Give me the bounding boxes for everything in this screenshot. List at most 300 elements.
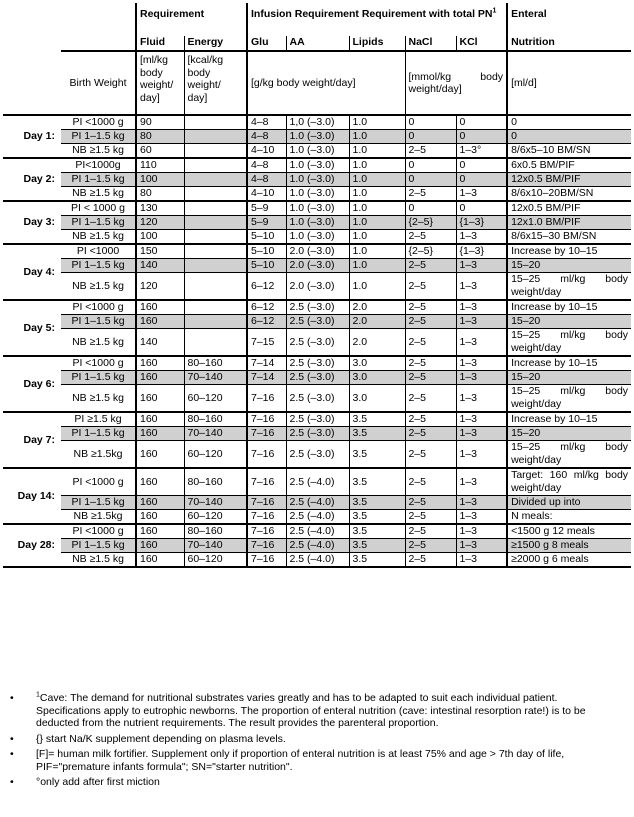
fluid-cell: 130 (136, 201, 184, 216)
energy-cell (184, 300, 247, 315)
nacl-cell: 0 (405, 115, 456, 130)
enteral-unit: [ml/d] (507, 51, 631, 115)
lipids-cell: 3.0 (349, 371, 405, 385)
fluid-cell: 120 (136, 273, 184, 301)
birth-weight-cell: PI 1–1.5 kg (61, 427, 136, 441)
footnote-item (0, 692, 596, 730)
infusion-header: Infusion Requirement Requirement with total $PN^1$ (247, 3, 507, 36)
enteral-nutrition-cell: 8/6x5–10 BM/SN (507, 144, 631, 159)
lipids-cell: 2.0 (349, 315, 405, 329)
birth-weight-cell: NB ≥1.5kg (61, 510, 136, 525)
aa-cell: 2.5 (–3.0) (286, 315, 349, 329)
glu-cell: 7–15 (247, 329, 286, 357)
enteral-nutrition-cell: Increase by 10–15 (507, 244, 631, 259)
kcl-cell: 0 (456, 115, 507, 130)
enteral-nutrition-cell: 15–20 (507, 259, 631, 273)
lipids-cell: 3.5 (349, 496, 405, 510)
birth-weight-cell: PI <1000 g (61, 356, 136, 371)
nacl-cell: 2–5 (405, 510, 456, 525)
table-row (3, 371, 631, 385)
nacl-cell: 0 (405, 158, 456, 173)
table-row (3, 244, 631, 259)
kcl-cell: 0 (456, 158, 507, 173)
table-row (3, 144, 631, 159)
nacl-cell: 2–5 (405, 539, 456, 553)
table-row (3, 524, 631, 539)
requirement-header: Requirement (136, 3, 247, 36)
kcl-cell: 1–3 (456, 187, 507, 202)
energy-cell: 80–160 (184, 412, 247, 427)
footnotes (0, 692, 634, 792)
table-row (3, 259, 631, 273)
enteral-nutrition-cell: 15–25 ml/kg body weight/day (507, 273, 631, 301)
table-row (3, 115, 631, 130)
nacl-cell: 2–5 (405, 273, 456, 301)
table-row (3, 427, 631, 441)
enteral-nutrition-cell: 0 (507, 115, 631, 130)
glu-cell: 5–9 (247, 201, 286, 216)
lipids-cell: 1.0 (349, 115, 405, 130)
kcl-cell: 1–3 (456, 385, 507, 413)
infusion-unit: [g/kg body weight/day] (247, 51, 405, 115)
enteral-nutrition-cell: Increase by 10–15 (507, 300, 631, 315)
lipids-cell: 1.0 (349, 173, 405, 187)
lipids-cell: 3.5 (349, 468, 405, 496)
glu-cell: 7–14 (247, 356, 286, 371)
kcl-cell: 1–3 (456, 510, 507, 525)
birth-weight-cell: PI < 1000 g (61, 201, 136, 216)
energy-cell (184, 216, 247, 230)
kcl-cell: 1–3 (456, 356, 507, 371)
fluid-cell: 160 (136, 356, 184, 371)
fluid-cell: 90 (136, 115, 184, 130)
footnote-item (0, 776, 596, 789)
nacl-cell: 0 (405, 173, 456, 187)
enteral-nutrition-cell: 12x1.0 BM/PIF (507, 216, 631, 230)
footnote-item (0, 733, 596, 746)
nacl-cell: 2–5 (405, 300, 456, 315)
energy-cell (184, 115, 247, 130)
enteral-nutrition-cell: <1500 g 12 meals (507, 524, 631, 539)
energy-cell: 80–160 (184, 356, 247, 371)
glu-cell: 7–16 (247, 385, 286, 413)
enteral-nutrition-cell: 15–25 ml/kg body weight/day (507, 329, 631, 357)
energy-cell: 60–120 (184, 553, 247, 568)
day-label: Day 28: (3, 524, 61, 567)
lipids-cell: 1.0 (349, 259, 405, 273)
birth-weight-cell: NB ≥1.5 kg (61, 553, 136, 568)
day-label: Day 1: (3, 115, 61, 158)
fluid-cell: 120 (136, 216, 184, 230)
nacl-cell: 2–5 (405, 187, 456, 202)
birth-weight-cell: PI <1000 g (61, 468, 136, 496)
footnote-text: {} start Na/K supplement depending on plasma levels. (36, 732, 286, 745)
kcl-cell: 0 (456, 130, 507, 144)
lipids-cell: 1.0 (349, 230, 405, 245)
aa-cell: 2.5 (–3.0) (286, 356, 349, 371)
lipids-cell: 1.0 (349, 244, 405, 259)
energy-cell (184, 187, 247, 202)
energy-cell: 70–140 (184, 496, 247, 510)
table-row (3, 201, 631, 216)
kcl-cell: 0 (456, 173, 507, 187)
energy-cell (184, 201, 247, 216)
glu-cell: 5–10 (247, 259, 286, 273)
birth-weight-cell: NB ≥1.5kg (61, 441, 136, 469)
nacl-cell: 2–5 (405, 230, 456, 245)
lipids-cell: 3.5 (349, 539, 405, 553)
nacl-cell: {2–5} (405, 216, 456, 230)
table-row (3, 441, 631, 469)
nacl-cell: 2–5 (405, 524, 456, 539)
kcl-cell: 1–3 (456, 496, 507, 510)
aa-cell: 1,0 (–3.0) (286, 115, 349, 130)
nacl-cell: 2–5 (405, 441, 456, 469)
nacl-cell: 2–5 (405, 468, 456, 496)
table-row (3, 230, 631, 245)
nacl-header: NaCl (405, 36, 456, 51)
nutrition-requirements-table (3, 3, 631, 568)
aa-cell: 2.5 (–4.0) (286, 468, 349, 496)
glu-cell: 6–12 (247, 315, 286, 329)
kcl-cell: 1–3 (456, 230, 507, 245)
enteral-nutrition-cell: ≥1500 g 8 meals (507, 539, 631, 553)
birth-weight-cell: PI 1–1.5 kg (61, 315, 136, 329)
birth-weight-cell: PI 1–1.5 kg (61, 371, 136, 385)
fluid-cell: 160 (136, 427, 184, 441)
birth-weight-cell: NB ≥1.5 kg (61, 144, 136, 159)
fluid-unit: [ml/kg body weight/ day] (136, 51, 184, 115)
energy-cell: 60–120 (184, 510, 247, 525)
table-row (3, 510, 631, 525)
lipids-cell: 1.0 (349, 144, 405, 159)
day-label: Day 4: (3, 244, 61, 300)
energy-cell (184, 144, 247, 159)
table-row (3, 553, 631, 568)
table-row (3, 273, 631, 301)
enteral-header: Enteral (507, 3, 631, 36)
enteral-nutrition-cell: ≥2000 g 6 meals (507, 553, 631, 568)
energy-unit: [kcal/kg body weight/ day] (184, 51, 247, 115)
energy-cell (184, 173, 247, 187)
kcl-cell: 1–3 (456, 371, 507, 385)
glu-cell: 7–14 (247, 371, 286, 385)
glu-cell: 7–16 (247, 412, 286, 427)
nacl-cell: {2–5} (405, 244, 456, 259)
enteral-nutrition-cell: 6x0.5 BM/PIF (507, 158, 631, 173)
kcl-header: KCl (456, 36, 507, 51)
nacl-cell: 2–5 (405, 315, 456, 329)
energy-cell: 70–140 (184, 539, 247, 553)
kcl-cell: 1–3 (456, 441, 507, 469)
nacl-cell: 2–5 (405, 553, 456, 568)
glu-cell: 5–10 (247, 230, 286, 245)
fluid-cell: 80 (136, 187, 184, 202)
glu-cell: 7–16 (247, 496, 286, 510)
aa-cell: 1.0 (–3.0) (286, 216, 349, 230)
aa-cell: 2.5 (–4.0) (286, 553, 349, 568)
glu-cell: 4–8 (247, 158, 286, 173)
nacl-cell: 2–5 (405, 496, 456, 510)
aa-cell: 1.0 (–3.0) (286, 230, 349, 245)
table-row (3, 315, 631, 329)
day-label: Day 14: (3, 468, 61, 524)
lipids-cell: 3.5 (349, 427, 405, 441)
kcl-cell: 1–3 (456, 412, 507, 427)
glu-cell: 7–16 (247, 441, 286, 469)
table-row (3, 468, 631, 496)
birth-weight-cell: NB ≥1.5 kg (61, 329, 136, 357)
nutrition-header: Nutrition (507, 36, 631, 51)
fluid-cell: 140 (136, 259, 184, 273)
nacl-cell: 0 (405, 130, 456, 144)
aa-cell: 1.0 (–3.0) (286, 130, 349, 144)
nacl-cell: 0 (405, 201, 456, 216)
birth-weight-header: Birth Weight (61, 51, 136, 115)
enteral-nutrition-cell: 0 (507, 130, 631, 144)
fluid-cell: 160 (136, 371, 184, 385)
glu-cell: 7–16 (247, 539, 286, 553)
nacl-cell: 2–5 (405, 371, 456, 385)
table-row (3, 300, 631, 315)
enteral-nutrition-cell: 8/6x15–30 BM/SN (507, 230, 631, 245)
glu-cell: 4–10 (247, 187, 286, 202)
lipids-cell: 1.0 (349, 187, 405, 202)
fluid-cell: 160 (136, 510, 184, 525)
aa-cell: 2.5 (–3.0) (286, 412, 349, 427)
kcl-cell: 1–3 (456, 300, 507, 315)
aa-cell: 2.0 (–3.0) (286, 244, 349, 259)
kcl-cell: {1–3} (456, 244, 507, 259)
day-label: Day 5: (3, 300, 61, 356)
lipids-cell: 3.5 (349, 524, 405, 539)
table-row (3, 173, 631, 187)
enteral-nutrition-cell: Increase by 10–15 (507, 412, 631, 427)
lipids-cell: 3.5 (349, 412, 405, 427)
footnote-item (0, 748, 596, 773)
lipids-cell: 1.0 (349, 216, 405, 230)
table-row (3, 216, 631, 230)
enteral-nutrition-cell: Target: 160 ml/kg body weight/day (507, 468, 631, 496)
aa-cell: 2.5 (–4.0) (286, 496, 349, 510)
bullet-icon: • (10, 748, 14, 760)
glu-cell: 4–8 (247, 173, 286, 187)
aa-cell: 2.0 (–3.0) (286, 273, 349, 301)
enteral-nutrition-cell: N meals: (507, 510, 631, 525)
aa-cell: 1.0 (–3.0) (286, 201, 349, 216)
energy-cell (184, 230, 247, 245)
glu-cell: 6–12 (247, 300, 286, 315)
lipids-header: Lipids (349, 36, 405, 51)
kcl-cell: 1–3 (456, 553, 507, 568)
nacl-cell: 2–5 (405, 427, 456, 441)
birth-weight-cell: PI <1000 g (61, 524, 136, 539)
table-row (3, 329, 631, 357)
kcl-cell: 1–3 (456, 273, 507, 301)
glu-cell: 7–16 (247, 510, 286, 525)
lipids-cell: 3.5 (349, 510, 405, 525)
birth-weight-cell: NB ≥1.5 kg (61, 385, 136, 413)
aa-cell: 2.5 (–4.0) (286, 539, 349, 553)
glu-cell: 7–16 (247, 427, 286, 441)
birth-weight-cell: PI 1–1.5 kg (61, 539, 136, 553)
energy-cell (184, 130, 247, 144)
glu-cell: 7–16 (247, 524, 286, 539)
nacl-cell: 2–5 (405, 329, 456, 357)
energy-cell (184, 158, 247, 173)
aa-cell: 2.5 (–3.0) (286, 427, 349, 441)
lipids-cell: 3.5 (349, 441, 405, 469)
aa-cell: 2.5 (–4.0) (286, 524, 349, 539)
energy-cell: 60–120 (184, 441, 247, 469)
energy-cell: 60–120 (184, 385, 247, 413)
footnote-text: Cave: The demand for nutritional substrates varies greatly and has to be adapted to suit each individual patient. Specifications apply to eutrophic newborns. The proportion of enteral nutrition (cave: intestinal resorption rate!) is to be deducted from the nutrient requirements. The result provides the parenteral proportion. (36, 692, 586, 729)
birth-weight-cell: NB ≥1.5 kg (61, 273, 136, 301)
lipids-cell: 1.0 (349, 130, 405, 144)
nacl-cell: 2–5 (405, 356, 456, 371)
fluid-cell: 160 (136, 496, 184, 510)
enteral-nutrition-cell: 15–25 ml/kg body weight/day (507, 385, 631, 413)
lipids-cell: 1.0 (349, 273, 405, 301)
footnote-text: °only add after first miction (36, 776, 160, 788)
aa-cell: 2.5 (–4.0) (286, 510, 349, 525)
enteral-nutrition-cell: 15–20 (507, 371, 631, 385)
kcl-cell: 1–3 (456, 468, 507, 496)
energy-cell: 70–140 (184, 371, 247, 385)
birth-weight-cell: PI <1000 g (61, 115, 136, 130)
fluid-cell: 160 (136, 553, 184, 568)
glu-cell: 7–16 (247, 553, 286, 568)
table-row (3, 385, 631, 413)
glu-header: Glu (247, 36, 286, 51)
glu-cell: 4–8 (247, 115, 286, 130)
aa-header: AA (286, 36, 349, 51)
enteral-nutrition-cell: 15–20 (507, 315, 631, 329)
footnote-text: [F]= human milk fortifier. Supplement only if proportion of enteral nutrition is at least 75% and age > 7th day of life, PIF="premature infants formula"; SN="starter nutrition". (36, 748, 565, 773)
glu-cell: 4–8 (247, 130, 286, 144)
energy-cell (184, 259, 247, 273)
bullet-icon: • (10, 776, 14, 788)
energy-cell (184, 244, 247, 259)
fluid-cell: 160 (136, 315, 184, 329)
energy-cell (184, 329, 247, 357)
fluid-cell: 100 (136, 173, 184, 187)
enteral-nutrition-cell: 15–20 (507, 427, 631, 441)
energy-cell: 70–140 (184, 427, 247, 441)
aa-cell: 1.0 (–3.0) (286, 158, 349, 173)
energy-header: Energy (184, 36, 247, 51)
birth-weight-cell: PI 1–1.5 kg (61, 496, 136, 510)
fluid-cell: 160 (136, 468, 184, 496)
birth-weight-cell: PI 1–1.5 kg (61, 173, 136, 187)
enteral-nutrition-cell: 12x0.5 BM/PIF (507, 173, 631, 187)
fluid-cell: 100 (136, 230, 184, 245)
kcl-cell: 1–3 (456, 259, 507, 273)
birth-weight-cell: PI <1000 g (61, 300, 136, 315)
fluid-cell: 60 (136, 144, 184, 159)
aa-cell: 2.0 (–3.0) (286, 259, 349, 273)
fluid-cell: 160 (136, 539, 184, 553)
enteral-nutrition-cell: Divided up into (507, 496, 631, 510)
lipids-cell: 3.5 (349, 553, 405, 568)
aa-cell: 2.5 (–3.0) (286, 371, 349, 385)
table-row (3, 496, 631, 510)
birth-weight-cell: PI<1000g (61, 158, 136, 173)
lipids-cell: 2.0 (349, 300, 405, 315)
birth-weight-cell: NB ≥1.5 kg (61, 230, 136, 245)
enteral-nutrition-cell: Increase by 10–15 (507, 356, 631, 371)
kcl-cell: {1–3} (456, 216, 507, 230)
kcl-cell: 1–3 (456, 539, 507, 553)
fluid-cell: 80 (136, 130, 184, 144)
table-row (3, 130, 631, 144)
fluid-cell: 160 (136, 524, 184, 539)
day-label: Day 2: (3, 158, 61, 201)
glu-cell: 7–16 (247, 468, 286, 496)
footnote-marker: 1 (36, 691, 40, 699)
lipids-cell: 1.0 (349, 201, 405, 216)
day-label: Day 3: (3, 201, 61, 244)
lipids-cell: 3.0 (349, 356, 405, 371)
kcl-cell: 0 (456, 201, 507, 216)
day-label: Day 7: (3, 412, 61, 468)
nacl-cell: 2–5 (405, 385, 456, 413)
energy-cell (184, 315, 247, 329)
table-row (3, 187, 631, 202)
aa-cell: 1.0 (–3.0) (286, 144, 349, 159)
bullet-icon: • (10, 732, 14, 745)
bullet-icon: • (10, 692, 14, 704)
fluid-cell: 150 (136, 244, 184, 259)
fluid-header: Fluid (136, 36, 184, 51)
enteral-nutrition-cell: 12x0.5 BM/PIF (507, 201, 631, 216)
fluid-cell: 160 (136, 385, 184, 413)
kcl-cell: 1–3° (456, 144, 507, 159)
birth-weight-cell: PI <1000 (61, 244, 136, 259)
table-row (3, 158, 631, 173)
fluid-cell: 160 (136, 441, 184, 469)
birth-weight-cell: PI 1–1.5 kg (61, 130, 136, 144)
fluid-cell: 140 (136, 329, 184, 357)
kcl-cell: 1–3 (456, 427, 507, 441)
lipids-cell: 3.0 (349, 385, 405, 413)
table-row (3, 356, 631, 371)
energy-cell: 80–160 (184, 524, 247, 539)
aa-cell: 2.5 (–3.0) (286, 329, 349, 357)
kcl-cell: 1–3 (456, 315, 507, 329)
energy-cell (184, 273, 247, 301)
table-row (3, 412, 631, 427)
nacl-cell: 2–5 (405, 412, 456, 427)
lipids-cell: 2.0 (349, 329, 405, 357)
glu-cell: 5–10 (247, 244, 286, 259)
aa-cell: 2.5 (–3.0) (286, 300, 349, 315)
glu-cell: 5–9 (247, 216, 286, 230)
fluid-cell: 160 (136, 300, 184, 315)
kcl-cell: 1–3 (456, 329, 507, 357)
glu-cell: 6–12 (247, 273, 286, 301)
day-label: Day 6: (3, 356, 61, 412)
glu-cell: 4–10 (247, 144, 286, 159)
birth-weight-cell: PI ≥1.5 kg (61, 412, 136, 427)
table-row (3, 539, 631, 553)
fluid-cell: 110 (136, 158, 184, 173)
enteral-nutrition-cell: 15–25 ml/kg body weight/day (507, 441, 631, 469)
aa-cell: 1.0 (–3.0) (286, 173, 349, 187)
nacl-cell: 2–5 (405, 259, 456, 273)
energy-cell: 80–160 (184, 468, 247, 496)
birth-weight-cell: PI 1–1.5 kg (61, 259, 136, 273)
